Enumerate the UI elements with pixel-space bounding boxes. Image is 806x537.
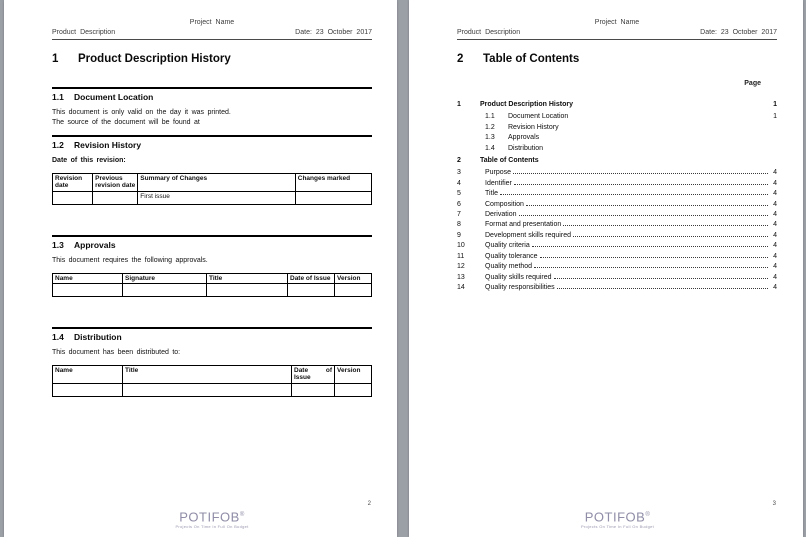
section-title: Revision History bbox=[74, 140, 142, 150]
toc-entry[interactable]: 10 Quality criteria 4 bbox=[457, 242, 777, 250]
header-document-type: Product Description bbox=[457, 29, 521, 36]
logo-wordmark: POTIFOB® bbox=[584, 509, 651, 524]
table-cell bbox=[93, 191, 138, 204]
column-header: Date of Issue bbox=[288, 273, 335, 284]
section-intro: Date of this revision: bbox=[52, 157, 126, 164]
toc-leader bbox=[513, 173, 768, 174]
header-row bbox=[52, 29, 372, 40]
table-cell bbox=[335, 383, 372, 396]
table-header-row bbox=[53, 273, 372, 284]
header-project-name: Project Name bbox=[594, 19, 640, 26]
chapter-title: Product Description History bbox=[78, 53, 231, 65]
toc-entry[interactable]: 4 Identifier 4 bbox=[457, 179, 777, 187]
table-cell bbox=[335, 284, 372, 297]
section-intro: This document requires the following approvals. bbox=[52, 257, 208, 264]
table-header-row bbox=[53, 365, 372, 383]
toc-entry[interactable]: 1.2 Revision History bbox=[485, 123, 559, 131]
toc-leader bbox=[514, 184, 768, 185]
body-text: This document is only valid on the day it was printed. bbox=[52, 109, 231, 116]
table-row bbox=[53, 284, 372, 297]
section-title: Approvals bbox=[74, 240, 116, 250]
column-header: Date of Issue bbox=[292, 365, 335, 383]
table-cell bbox=[292, 383, 335, 396]
toc-entry[interactable]: 3 Purpose 4 bbox=[457, 169, 777, 177]
page-2 bbox=[409, 0, 803, 537]
toc-leader bbox=[526, 205, 768, 206]
section-heading bbox=[52, 135, 372, 150]
chapter-heading-1 bbox=[52, 53, 372, 65]
toc-entry[interactable]: 1.4 Distribution bbox=[485, 144, 544, 152]
column-header: Title bbox=[207, 273, 288, 284]
toc-entry[interactable]: 12 Quality method 4 bbox=[457, 263, 777, 271]
section-heading bbox=[52, 327, 372, 342]
header-date: Date: 23 October 2017 bbox=[700, 29, 777, 36]
table-header-row bbox=[53, 173, 372, 191]
page-number: 2 bbox=[367, 501, 371, 507]
column-header: Signature bbox=[123, 273, 207, 284]
toc-entry[interactable]: 5 Title 4 bbox=[457, 190, 777, 198]
toc-leader bbox=[500, 194, 768, 195]
toc-leader bbox=[540, 257, 768, 258]
logo-tagline: Projects On Time In Full On Budget bbox=[175, 524, 249, 529]
table-cell bbox=[295, 191, 371, 204]
chapter-number: 1 bbox=[52, 53, 59, 65]
column-header: Summary of Changes bbox=[138, 173, 295, 191]
toc-entry[interactable]: 11 Quality tolerance 4 bbox=[457, 252, 777, 260]
section-number: 1.1 bbox=[52, 92, 64, 102]
toc-leader bbox=[563, 225, 768, 226]
table-cell bbox=[123, 284, 207, 297]
table-row bbox=[53, 191, 372, 204]
section-approvals bbox=[52, 235, 372, 297]
toc-leader bbox=[519, 215, 768, 216]
toc-entry[interactable]: 13 Quality skills required 4 bbox=[457, 273, 777, 281]
body-text: The source of the document will be found at bbox=[52, 118, 200, 126]
column-header: Revision date bbox=[53, 173, 93, 191]
column-header: Name bbox=[53, 365, 123, 383]
toc-leader bbox=[534, 267, 768, 268]
section-intro: This document has been distributed to: bbox=[52, 349, 181, 356]
toc-leader bbox=[532, 246, 768, 247]
registered-trademark-mark: ® bbox=[645, 511, 651, 518]
section-title: Distribution bbox=[74, 332, 122, 342]
toc-entry[interactable]: 8 Format and presentation 4 bbox=[457, 221, 777, 229]
toc-leader bbox=[557, 288, 768, 289]
section-number: 1.3 bbox=[52, 240, 64, 250]
table-row bbox=[53, 383, 372, 396]
toc-entry[interactable]: 6 Composition 4 bbox=[457, 200, 777, 208]
column-header: Name bbox=[53, 273, 123, 284]
revision-history-table bbox=[52, 173, 372, 205]
section-distribution bbox=[52, 327, 372, 397]
chapter-heading-2 bbox=[457, 53, 778, 65]
section-document-location bbox=[52, 87, 372, 127]
section-heading bbox=[52, 235, 372, 250]
table-cell: First issue bbox=[138, 191, 295, 204]
header-document-type: Product Description bbox=[52, 29, 116, 36]
chapter-title: Table of Contents bbox=[483, 53, 580, 65]
registered-trademark-mark: ® bbox=[239, 511, 245, 518]
column-header: Previous revision date bbox=[93, 173, 138, 191]
page-number: 3 bbox=[772, 501, 776, 507]
table-of-contents bbox=[457, 100, 777, 293]
section-number: 1.2 bbox=[52, 140, 64, 150]
toc-entry[interactable]: 9 Development skills required 4 bbox=[457, 231, 777, 239]
toc-entry[interactable]: 14 Quality responsibilities 4 bbox=[457, 283, 777, 291]
table-cell bbox=[123, 383, 292, 396]
logo-wordmark: POTIFOB® bbox=[179, 509, 245, 524]
toc-entry[interactable]: 1 Product Description History 1 bbox=[457, 101, 777, 108]
column-header: Version bbox=[335, 365, 372, 383]
toc-entry[interactable]: 1.1 Document Location 1 bbox=[485, 113, 777, 121]
table-cell bbox=[288, 284, 335, 297]
toc-entry[interactable]: 2 Table of Contents bbox=[457, 157, 539, 165]
section-heading bbox=[52, 87, 372, 102]
header-row bbox=[457, 29, 777, 40]
column-header: Version bbox=[335, 273, 372, 284]
page-1 bbox=[4, 0, 397, 537]
table-cell bbox=[53, 383, 123, 396]
section-number: 1.4 bbox=[52, 332, 64, 342]
table-cell bbox=[207, 284, 288, 297]
chapter-number: 2 bbox=[457, 53, 464, 65]
toc-leader bbox=[554, 278, 768, 279]
header-project-name: Project Name bbox=[189, 19, 235, 26]
toc-page-column-label: Page bbox=[744, 80, 761, 87]
column-header: Changes marked bbox=[295, 173, 371, 191]
page-header bbox=[457, 19, 777, 40]
header-date: Date: 23 October 2017 bbox=[295, 29, 372, 36]
table-cell bbox=[53, 284, 123, 297]
toc-leader bbox=[573, 236, 768, 237]
column-header: Title bbox=[123, 365, 292, 383]
toc-entry[interactable]: 1.3 Approvals bbox=[485, 134, 540, 142]
page-header bbox=[52, 19, 372, 40]
table-cell bbox=[53, 191, 93, 204]
toc-entry[interactable]: 7 Derivation 4 bbox=[457, 211, 777, 219]
logo-tagline: Projects On Time In Full On Budget bbox=[580, 524, 655, 529]
section-title: Document Location bbox=[74, 92, 154, 102]
potifob-logo bbox=[457, 509, 778, 529]
distribution-table bbox=[52, 365, 372, 397]
potifob-logo bbox=[52, 509, 372, 529]
section-revision-history bbox=[52, 135, 372, 205]
approvals-table bbox=[52, 273, 372, 298]
